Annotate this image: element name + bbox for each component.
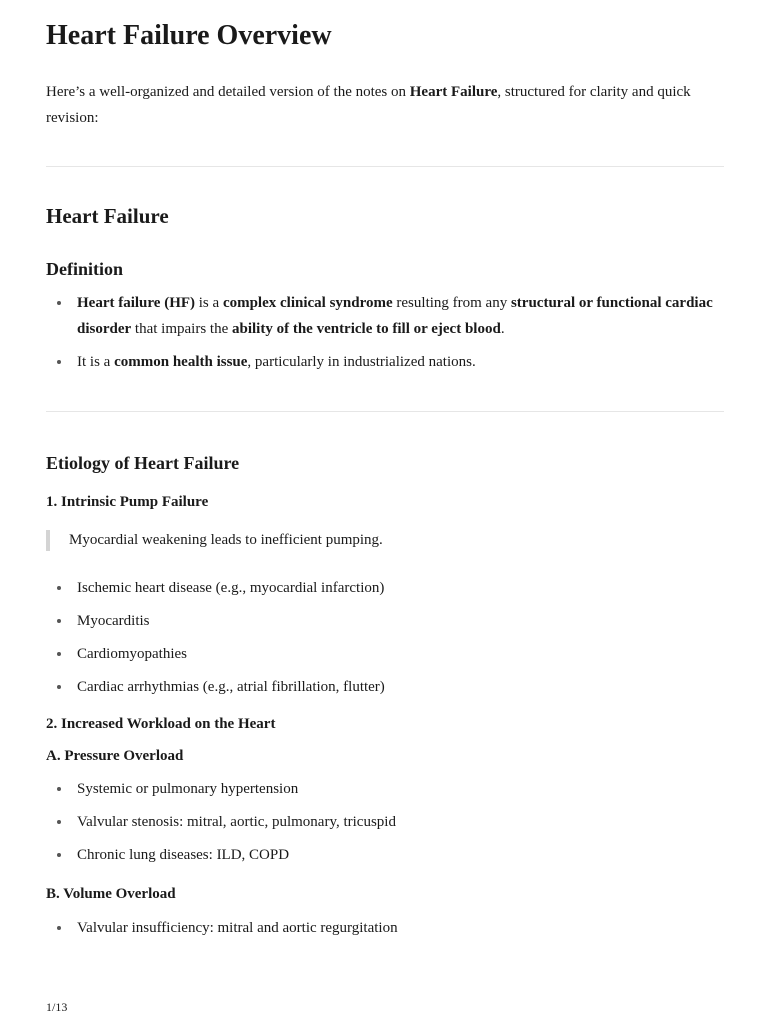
section-divider: [46, 411, 724, 412]
intrinsic-pump-failure-heading: 1. Intrinsic Pump Failure: [46, 494, 209, 510]
intrinsic-causes-list: [46, 575, 724, 707]
list-item: Valvular insufficiency: mitral and aortic regurgitation: [46, 915, 724, 941]
intro-text-after: , structured for clarity and quick revision:: [46, 84, 691, 126]
pressure-overload-list: [46, 776, 724, 875]
page-title: Heart Failure Overview: [46, 20, 332, 51]
blockquote-text: Myocardial weakening leads to inefficient pumping.: [69, 532, 383, 548]
definition-heading: Definition: [46, 259, 124, 279]
intro-paragraph: [46, 79, 724, 131]
volume-overload-heading: B. Volume Overload: [46, 886, 176, 902]
blockquote-bar: [46, 530, 50, 551]
bold-term: structural or functional cardiac disorder: [77, 295, 713, 337]
list-item: [46, 290, 724, 342]
bold-term: complex clinical syndrome: [222, 295, 393, 311]
bold-term: ability of the ventricle to fill or eject blood: [231, 321, 501, 337]
text-span: .: [500, 321, 505, 337]
intro-text-before: Here’s a well-organized and detailed version of the notes on: [46, 84, 410, 100]
text-span: , particularly in industrialized nations.: [247, 354, 476, 370]
list-item: Myocarditis: [46, 608, 724, 634]
etiology-heading: Etiology of Heart Failure: [46, 453, 240, 473]
list-item: Systemic or pulmonary hypertension: [46, 776, 724, 802]
section-divider: [46, 166, 724, 167]
list-item: Ischemic heart disease (e.g., myocardial infarction): [46, 575, 724, 601]
list-item: Cardiac arrhythmias (e.g., atrial fibrillation, flutter): [46, 674, 724, 700]
text-span: It is a: [77, 354, 115, 370]
bold-term: common health issue: [114, 354, 248, 370]
pressure-overload-heading: A. Pressure Overload: [46, 748, 184, 764]
bold-term: Heart failure (HF): [77, 295, 196, 311]
list-item: Valvular stenosis: mitral, aortic, pulmonary, tricuspid: [46, 809, 724, 835]
list-item: [46, 349, 724, 375]
intro-bold-term: Heart Failure: [409, 84, 498, 100]
volume-overload-list: [46, 915, 724, 948]
definition-list: [46, 290, 724, 382]
list-item: Cardiomyopathies: [46, 641, 724, 667]
text-span: resulting from any: [392, 295, 511, 311]
list-item: Chronic lung diseases: ILD, COPD: [46, 842, 724, 868]
text-span: is a: [195, 295, 223, 311]
text-span: that impairs the: [131, 321, 232, 337]
increased-workload-heading: 2. Increased Workload on the Heart: [46, 716, 276, 732]
page-number: 1/13: [46, 1000, 68, 1014]
blockquote: [46, 530, 724, 551]
heart-failure-heading: Heart Failure: [46, 204, 169, 228]
